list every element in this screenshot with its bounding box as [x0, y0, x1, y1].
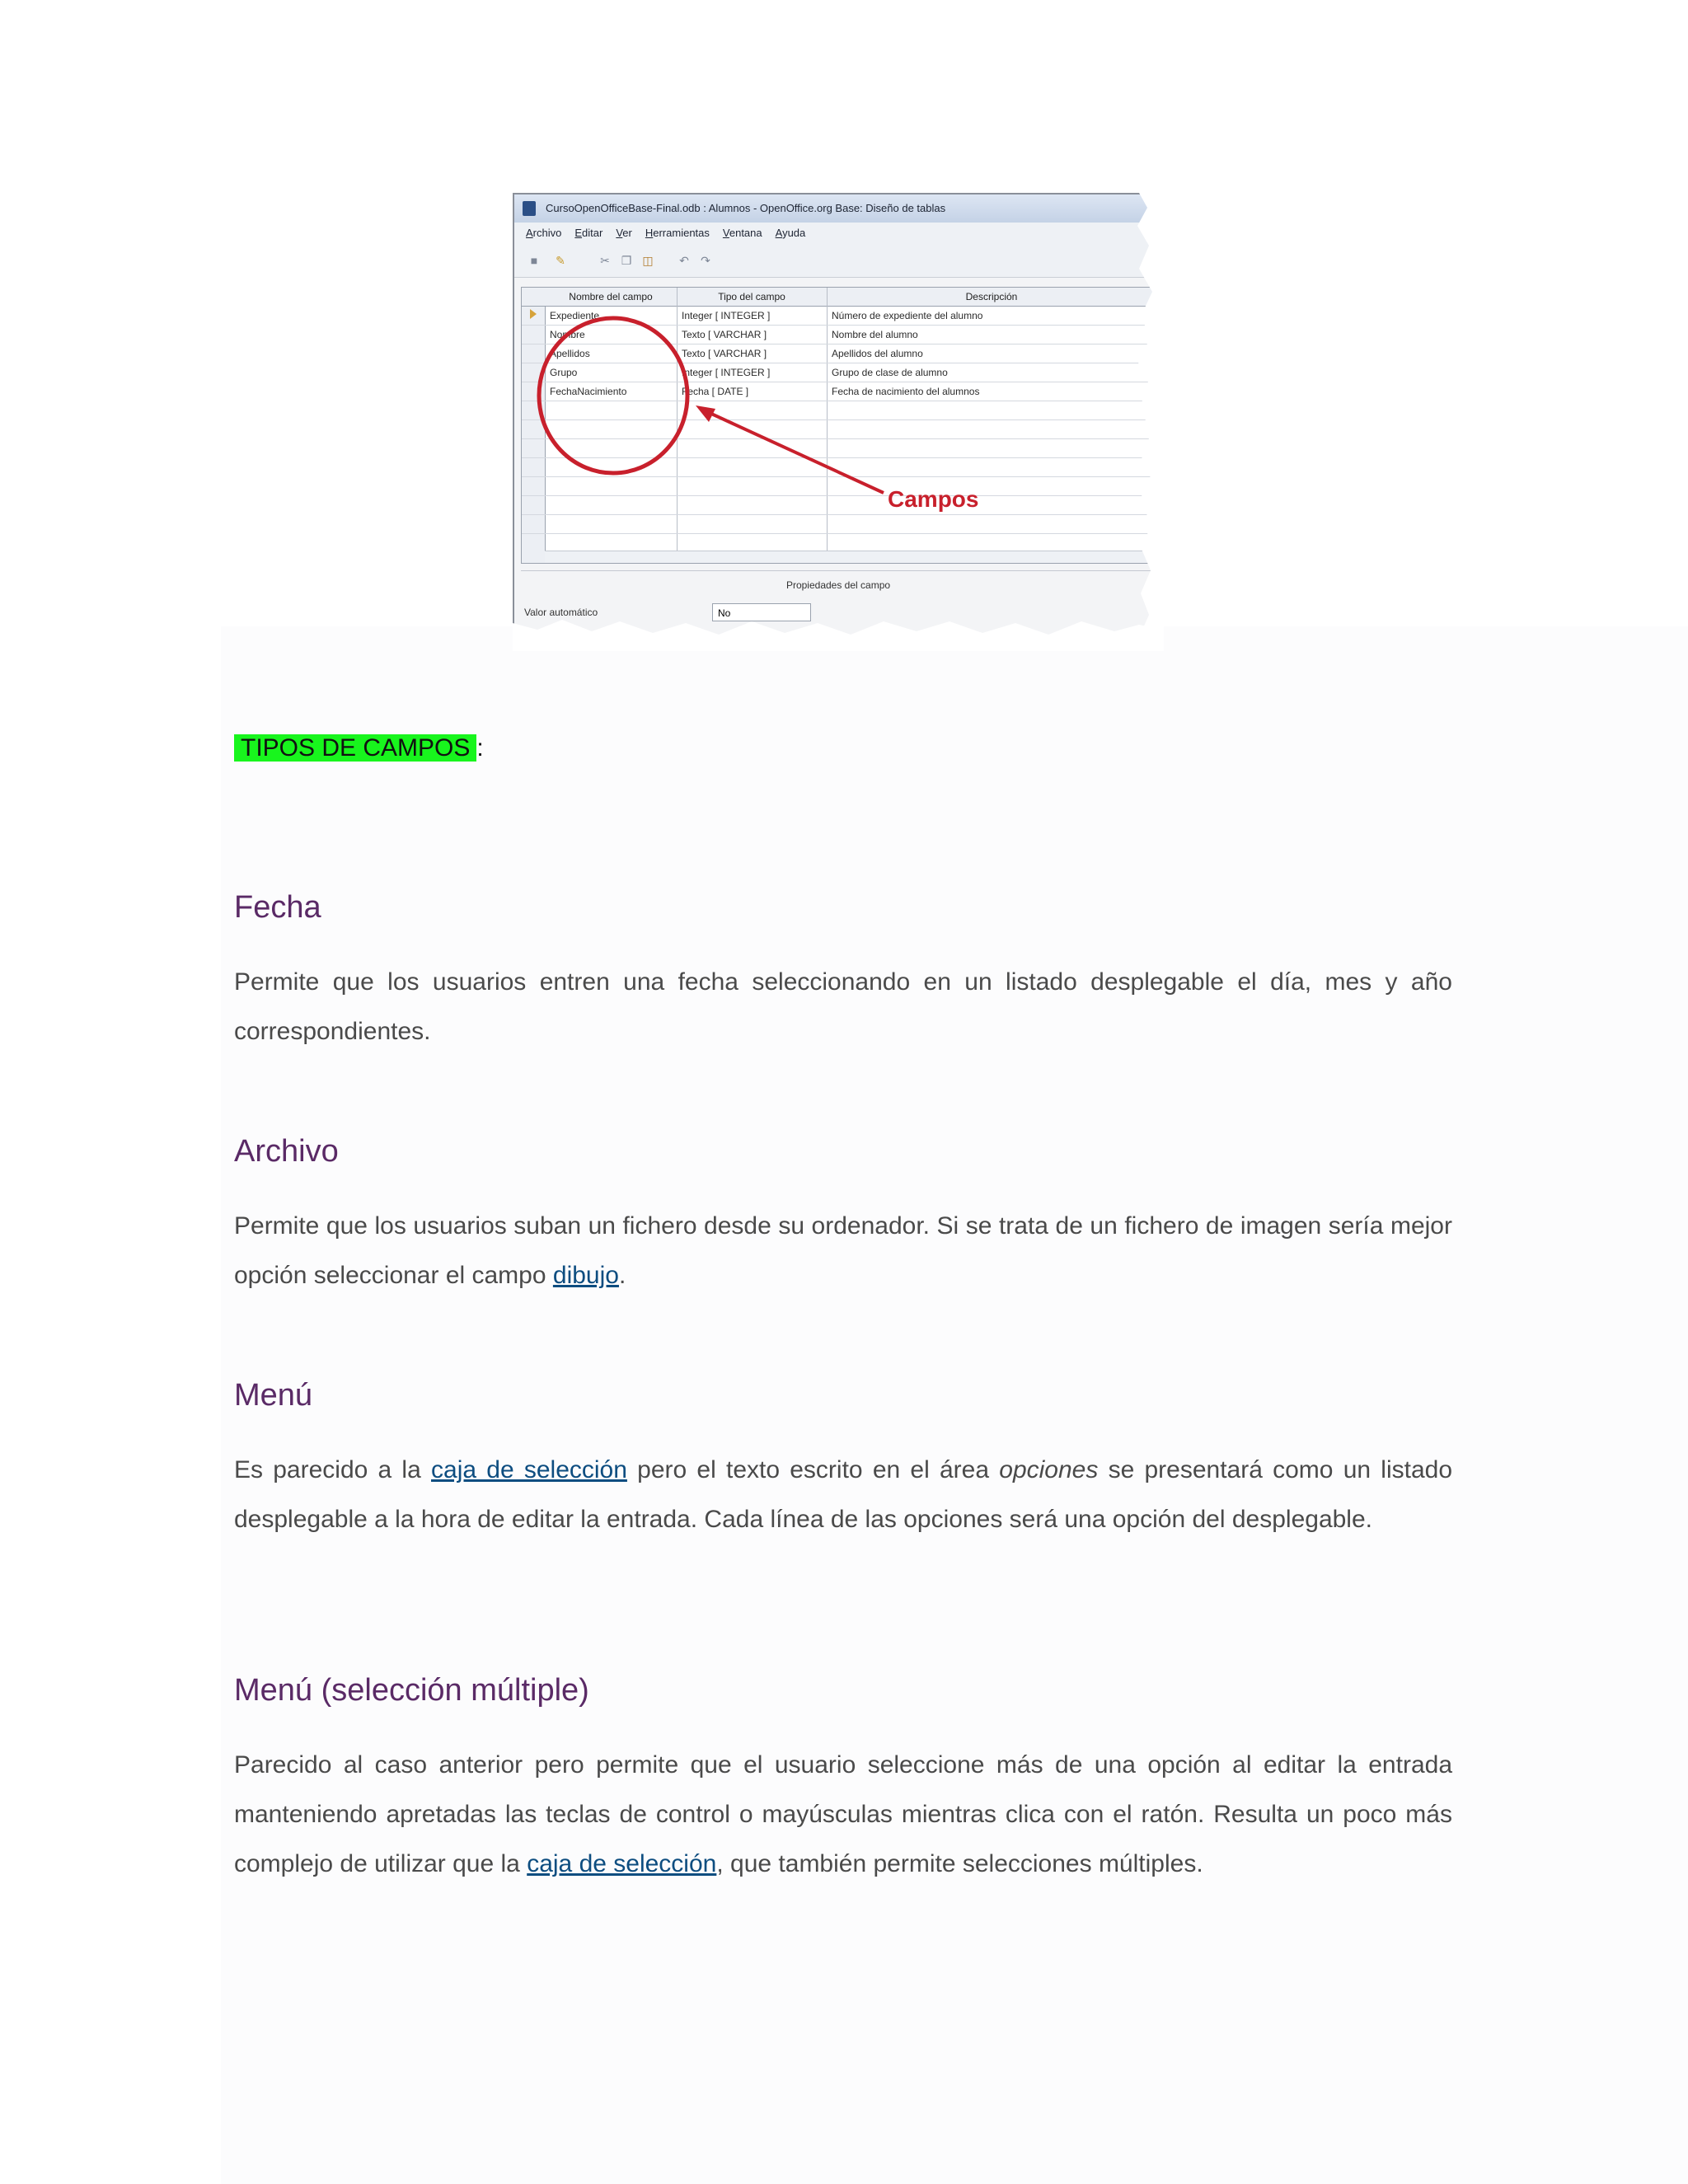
- link-caja-de-seleccion[interactable]: caja de selección: [431, 1456, 627, 1483]
- paragraph-menu-seleccion-multiple: [234, 1741, 1452, 1889]
- field-name-cell[interactable]: Apellidos: [550, 348, 590, 359]
- paragraph-archivo: [234, 1202, 1452, 1301]
- save-icon[interactable]: ■: [530, 254, 538, 267]
- menu-ver[interactable]: Ver: [616, 227, 632, 239]
- heading-menu: Menú: [234, 1378, 313, 1413]
- callout-label: Campos: [888, 486, 979, 512]
- label-colon: :: [476, 734, 484, 762]
- field-type-cell[interactable]: Texto [ VARCHAR ]: [682, 329, 767, 340]
- field-name-cell[interactable]: Expediente: [550, 310, 600, 321]
- link-caja-de-seleccion[interactable]: caja de selección: [527, 1850, 717, 1877]
- col-header-description[interactable]: Descripción: [965, 291, 1018, 302]
- window-title: CursoOpenOfficeBase-Final.odb : Alumnos - OpenOffice.org Base: Diseño de tablas: [546, 202, 946, 214]
- text-span: .: [618, 1262, 626, 1289]
- property-label: Valor automático: [524, 607, 598, 618]
- paste-icon[interactable]: ◫: [642, 254, 654, 267]
- page-background: [221, 626, 1688, 2184]
- section-label: [234, 732, 484, 765]
- link-dibujo[interactable]: dibujo: [552, 1262, 619, 1289]
- menu-ventana[interactable]: Ventana: [722, 227, 762, 239]
- text-span: Es parecido a la: [234, 1456, 432, 1483]
- paragraph-fecha: Permite que los usuarios entren una fecha seleccionando en un listado desplegable el día, mes y año correspondientes.: [234, 968, 1452, 1045]
- text-span: , que también permite selecciones múltiples.: [716, 1850, 1203, 1877]
- heading-fecha: Fecha: [234, 890, 321, 925]
- text-span: se presentará como un listado desplegable a la hora de editar la entrada. Cada línea de las opciones será una opción del desplegable.: [234, 1456, 1453, 1533]
- undo-icon[interactable]: ↶: [679, 254, 689, 267]
- emphasis-opciones: opciones: [999, 1456, 1099, 1483]
- text-span: pero el texto escrito en el área: [626, 1456, 1000, 1483]
- menu-herramientas[interactable]: Herramientas: [645, 227, 710, 239]
- field-description-cell[interactable]: Nombre del alumno: [832, 329, 918, 340]
- field-name-cell[interactable]: Grupo: [550, 367, 578, 378]
- copy-icon[interactable]: ❐: [621, 254, 632, 267]
- field-description-cell[interactable]: Grupo de clase de alumno: [832, 367, 948, 378]
- heading-menu-seleccion-multiple: Menú (selección múltiple): [234, 1673, 589, 1708]
- field-description-cell[interactable]: Apellidos del alumno: [832, 348, 923, 359]
- heading-archivo: Archivo: [234, 1134, 339, 1169]
- text-span: Parecido al caso anterior pero permite que el usuario seleccione más de una opción al editar la entrada manteniendo apretadas las teclas de control o mayúsculas mientras clica con el ratón. Resulta un poco más complejo de utilizar que la: [234, 1751, 1452, 1877]
- field-description-cell[interactable]: Número de expediente del alumno: [832, 310, 983, 321]
- field-type-cell[interactable]: Integer [ INTEGER ]: [682, 310, 771, 321]
- screenshot-figure: [513, 193, 1164, 651]
- field-properties-bar: Propiedades del campo: [521, 570, 1156, 599]
- edit-icon[interactable]: ✎: [556, 254, 565, 267]
- paragraph-menu: [234, 1446, 1452, 1544]
- col-header-name[interactable]: Nombre del campo: [569, 291, 653, 302]
- redo-icon[interactable]: ↷: [701, 254, 710, 267]
- field-name-cell[interactable]: Nombre: [550, 329, 585, 340]
- torn-edge: [513, 193, 1164, 651]
- field-type-cell[interactable]: Texto [ VARCHAR ]: [682, 348, 767, 359]
- field-type-cell[interactable]: Integer [ INTEGER ]: [682, 367, 771, 378]
- field-type-cell[interactable]: Fecha [ DATE ]: [682, 386, 749, 397]
- field-description-cell[interactable]: Fecha de nacimiento del alumnos: [832, 386, 980, 397]
- property-value-select[interactable]: No: [712, 603, 811, 621]
- cut-icon[interactable]: ✂: [600, 254, 610, 267]
- highlighted-label: TIPOS DE CAMPOS: [234, 734, 476, 762]
- col-header-type[interactable]: Tipo del campo: [718, 291, 785, 302]
- field-name-cell[interactable]: FechaNacimiento: [550, 386, 627, 397]
- menu-ayuda[interactable]: Ayuda: [775, 227, 806, 239]
- text-span: Permite que los usuarios suban un fichero desde su ordenador. Si se trata de un fichero de imagen sería mejor opción seleccionar el campo: [234, 1212, 1452, 1289]
- menu-editar[interactable]: Editar: [574, 227, 603, 239]
- menu-archivo[interactable]: Archivo: [526, 227, 562, 239]
